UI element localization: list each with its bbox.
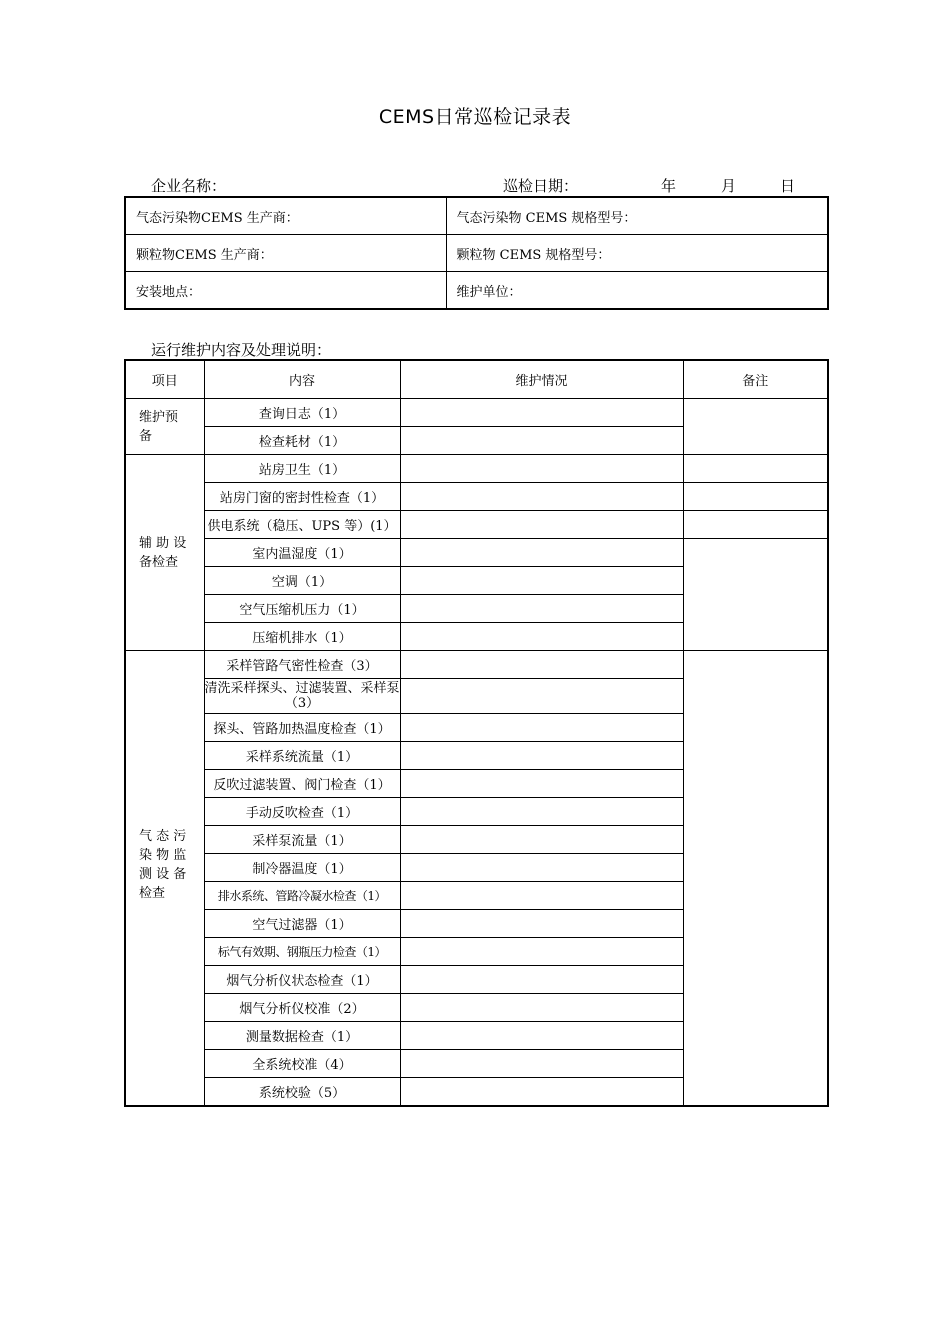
content-cell: 探头、管路加热温度检查（1） <box>204 714 400 742</box>
group-item-line: 检查 <box>139 886 166 901</box>
page-title: CEMS日常巡检记录表 <box>378 106 572 128</box>
status-cell[interactable] <box>400 994 683 1022</box>
header-item: 项目 <box>125 360 204 399</box>
content-cell: 排水系统、管路冷凝水检查（1） <box>204 882 400 910</box>
remarks-cell[interactable] <box>683 399 828 455</box>
status-cell[interactable] <box>400 595 683 623</box>
content-cell: 站房卫生（1） <box>204 455 400 483</box>
particle-cems-model-field[interactable]: 颗粒物 CEMS 规格型号： <box>446 235 828 272</box>
maintenance-unit-field[interactable]: 维护单位： <box>446 272 828 310</box>
gas-cems-manufacturer-field[interactable]: 气态污染物CEMS 生产商： <box>125 197 446 235</box>
content-cell: 采样管路气密性检查（3） <box>204 651 400 679</box>
content-cell: 清洗采样探头、过滤装置、采样泵（3） <box>204 679 400 714</box>
status-cell[interactable] <box>400 854 683 882</box>
content-cell: 烟气分析仪校准（2） <box>204 994 400 1022</box>
content-cell: 检查耗材（1） <box>204 427 400 455</box>
status-cell[interactable] <box>400 798 683 826</box>
status-cell[interactable] <box>400 1078 683 1107</box>
inspection-date-label: 巡检日期： <box>503 177 579 195</box>
status-cell[interactable] <box>400 1050 683 1078</box>
content-cell: 烟气分析仪状态检查（1） <box>204 966 400 994</box>
content-cell: 查询日志（1） <box>204 399 400 427</box>
month-label: 月 <box>721 177 737 195</box>
status-cell[interactable] <box>400 714 683 742</box>
status-cell[interactable] <box>400 511 683 539</box>
header-remarks: 备注 <box>683 360 828 399</box>
group-item-maintenance-prep <box>125 399 204 455</box>
content-cell: 空气压缩机压力（1） <box>204 595 400 623</box>
remarks-cell[interactable] <box>683 483 828 511</box>
status-cell[interactable] <box>400 567 683 595</box>
cems-info-table <box>124 196 829 310</box>
status-cell[interactable] <box>400 770 683 798</box>
status-cell[interactable] <box>400 910 683 938</box>
status-cell[interactable] <box>400 826 683 854</box>
status-cell[interactable] <box>400 882 683 910</box>
content-cell: 空气过滤器（1） <box>204 910 400 938</box>
particle-cems-manufacturer-field[interactable]: 颗粒物CEMS 生产商： <box>125 235 446 272</box>
content-cell: 站房门窗的密封性检查（1） <box>204 483 400 511</box>
content-cell: 供电系统（稳压、UPS 等）(1） <box>204 511 400 539</box>
content-cell: 全系统校准（4） <box>204 1050 400 1078</box>
group-item-line: 测 设 备 <box>139 867 187 882</box>
content-cell: 测量数据检查（1） <box>204 1022 400 1050</box>
content-cell: 采样系统流量（1） <box>204 742 400 770</box>
remarks-cell[interactable] <box>683 651 828 1107</box>
group-item-line: 辅 助 设 <box>139 535 187 551</box>
status-cell[interactable] <box>400 483 683 511</box>
status-cell[interactable] <box>400 455 683 483</box>
day-label: 日 <box>780 177 796 195</box>
content-cell: 反吹过滤装置、阀门检查（1） <box>204 770 400 798</box>
maintenance-table <box>124 359 829 1107</box>
header-content: 内容 <box>204 360 400 399</box>
group-item-line: 气 态 污 <box>139 829 187 844</box>
status-cell[interactable] <box>400 938 683 966</box>
content-cell: 采样泵流量（1） <box>204 826 400 854</box>
status-cell[interactable] <box>400 742 683 770</box>
group-item-line: 备 <box>139 428 153 444</box>
status-cell[interactable] <box>400 651 683 679</box>
remarks-cell[interactable] <box>683 511 828 539</box>
group-item-line: 备检查 <box>139 554 179 570</box>
section-label: 运行维护内容及处理说明： <box>151 341 332 359</box>
company-name-label: 企业名称： <box>151 177 227 195</box>
group-item-gas-monitoring-equipment <box>125 651 204 1107</box>
remarks-cell[interactable] <box>683 455 828 483</box>
remarks-cell[interactable] <box>683 539 828 651</box>
group-item-line: 维护预 <box>139 409 179 425</box>
status-cell[interactable] <box>400 623 683 651</box>
year-label: 年 <box>661 177 677 195</box>
status-cell[interactable] <box>400 679 683 714</box>
content-cell: 制冷器温度（1） <box>204 854 400 882</box>
header-maintenance-status: 维护情况 <box>400 360 683 399</box>
content-cell: 标气有效期、钢瓶压力检查（1） <box>204 938 400 966</box>
content-cell: 空调（1） <box>204 567 400 595</box>
status-cell[interactable] <box>400 1022 683 1050</box>
group-item-line: 染 物 监 <box>139 848 187 863</box>
group-item-auxiliary-equipment <box>125 455 204 651</box>
gas-cems-model-field[interactable]: 气态污染物 CEMS 规格型号： <box>446 197 828 235</box>
status-cell[interactable] <box>400 427 683 455</box>
content-cell: 压缩机排水（1） <box>204 623 400 651</box>
status-cell[interactable] <box>400 966 683 994</box>
status-cell[interactable] <box>400 539 683 567</box>
content-cell: 系统校验（5） <box>204 1078 400 1107</box>
content-cell: 手动反吹检查（1） <box>204 798 400 826</box>
install-location-field[interactable]: 安装地点： <box>125 272 446 310</box>
content-cell: 室内温湿度（1） <box>204 539 400 567</box>
status-cell[interactable] <box>400 399 683 427</box>
